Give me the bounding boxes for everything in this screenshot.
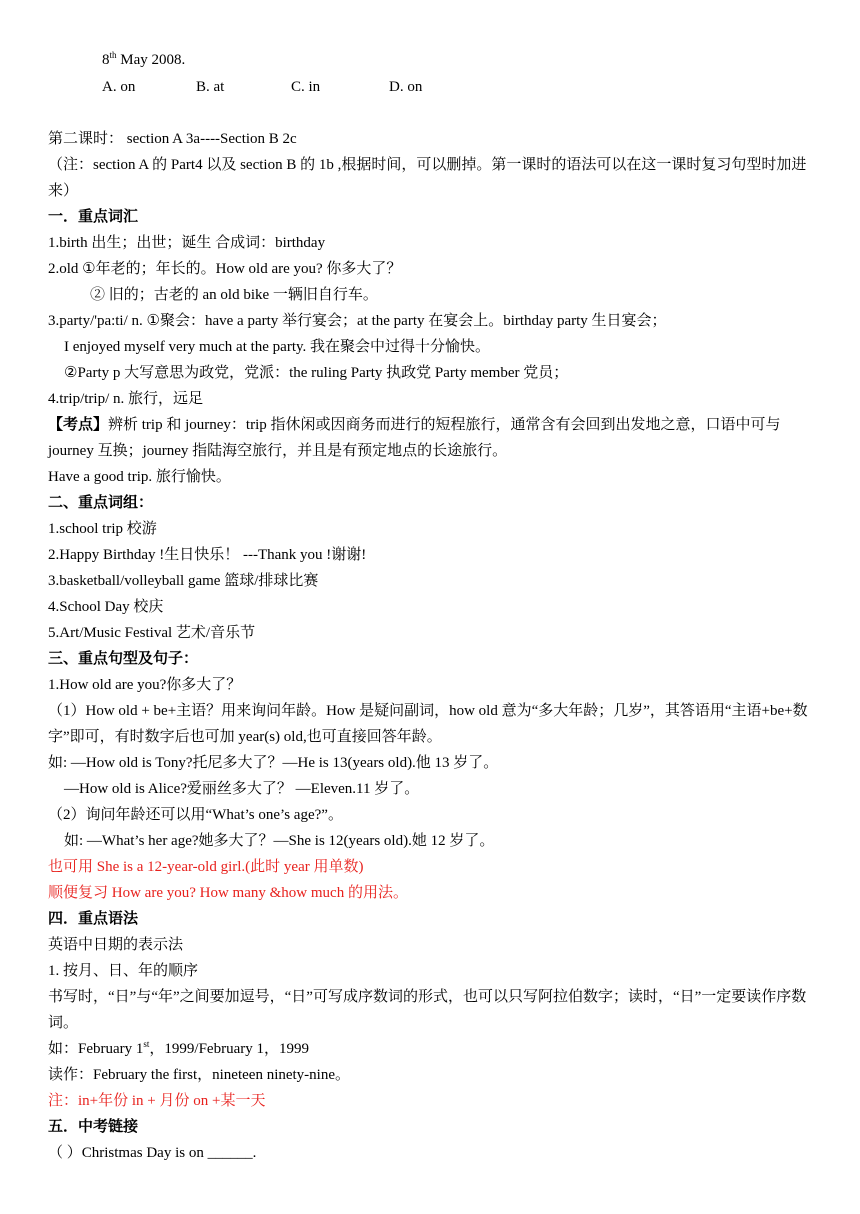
option-b: B. at bbox=[196, 79, 225, 95]
sentence-red-1: 也可用 She is a 12-year-old girl.(此时 year 用单数) bbox=[48, 859, 364, 875]
vocab-line-5: I enjoyed myself very much at the party. 我在聚会中过得十分愉快。 bbox=[64, 339, 491, 355]
exam-question: （ ）Christmas Day is on ______. bbox=[48, 1145, 257, 1161]
sentence-red-2: 顺便复习 How are you? How many &how much 的用法。 bbox=[48, 885, 408, 901]
grammar-intro: 英语中日期的表示法 bbox=[48, 937, 184, 953]
grammar-desc: 书写时，“日”与“年”之间要加逗号，“日”可写成序数词的形式，也可以只写阿拉伯数字；读时，“日”一定要读作序数词。 bbox=[48, 989, 807, 1031]
exam-heading: 五．中考链接 bbox=[48, 1119, 139, 1135]
phrases-heading: 二、重点词组： bbox=[48, 495, 154, 511]
phrase-item: 4.School Day 校庆 bbox=[48, 599, 164, 615]
phrase-item: 1.school trip 校游 bbox=[48, 521, 157, 537]
phrase-item: 2.Happy Birthday !生日快乐！ ---Thank you !谢谢! bbox=[48, 547, 367, 563]
phrase-item: 3.basketball/volleyball game 篮球/排球比赛 bbox=[48, 573, 319, 589]
grammar-example bbox=[48, 1036, 820, 1062]
vocab-line-7: 4.trip/trip/ n. 旅行，远足 bbox=[48, 391, 203, 407]
vocab-line-6: ②Party p 大写意思为政党，党派：the ruling Party 执政党 Party member 党员； bbox=[64, 365, 569, 381]
sentence-line-5: （2）询问年龄还可以用“What’s one’s age?”。 bbox=[48, 807, 343, 823]
kaodian-text: 辨析 trip 和 journey：trip 指休闲或因商务而进行的短程旅行，通常含有会回到出发地之意，口语中可与 journey 互换；journey 指陆海空旅行，并且是有预定地点的长途旅行。 bbox=[48, 417, 781, 459]
sentences-heading: 三、重点句型及句子： bbox=[48, 651, 199, 667]
date-line bbox=[102, 47, 820, 73]
kaodian-label: 【考点】 bbox=[48, 417, 109, 433]
option-c: C. in bbox=[291, 79, 321, 95]
sentence-line-2: （1）How old + be+主语？用来询问年龄。How 是疑问副词，how old 意为“多大年龄；几岁”，其答语用“主语+be+数字”即可，有时数字后也可加 year(s) old,也可直接回答年龄。 bbox=[48, 703, 808, 745]
grammar-example-a: 如：February 1 bbox=[48, 1041, 144, 1057]
vocab-line-3: ② 旧的；古老的 an old bike 一辆旧自行车。 bbox=[90, 287, 378, 303]
lesson-note: （注：section A 的 Part4 以及 section B 的 1b ,根据时间，可以删掉。第一课时的语法可以在这一课时复习句型时加进来） bbox=[48, 157, 807, 199]
option-a: A. on bbox=[102, 79, 136, 95]
date-rest: May 2008. bbox=[116, 52, 186, 68]
grammar-example-sup: st bbox=[143, 1039, 150, 1049]
sentence-line-3: 如: —How old is Tony?托尼多大了？—He is 13(years old).他 13 岁了。 bbox=[48, 755, 499, 771]
sentence-line-1: 1.How old are you?你多大了？ bbox=[48, 677, 242, 693]
vocab-heading: 一．重点词汇 bbox=[48, 209, 139, 225]
kaodian-paragraph bbox=[48, 412, 820, 464]
options-line bbox=[102, 74, 820, 100]
vocab-line-1: 1.birth 出生；出世；诞生 合成词：birthday bbox=[48, 235, 326, 251]
sentence-line-4: —How old is Alice?爱丽丝多大了？ —Eleven.11 岁了。 bbox=[64, 781, 420, 797]
phrase-item: 5.Art/Music Festival 艺术/音乐节 bbox=[48, 625, 256, 641]
grammar-note: 注：in+年份 in + 月份 on +某一天 bbox=[48, 1093, 266, 1109]
option-d: D. on bbox=[389, 79, 423, 95]
vocab-line-4: 3.party/'pa:ti/ n. ①聚会：have a party 举行宴会；at the party 在宴会上。birthday party 生日宴会； bbox=[48, 313, 667, 329]
lesson-title: 第二课时： section A 3a----Section B 2c bbox=[48, 131, 297, 147]
date-sup: th bbox=[109, 50, 117, 60]
grammar-heading: 四．重点语法 bbox=[48, 911, 139, 927]
grammar-rule: 1. 按月、日、年的顺序 bbox=[48, 963, 199, 979]
vocab-line-2: 2.old ①年老的；年长的。How old are you? 你多大了？ bbox=[48, 261, 402, 277]
date-day: 8 bbox=[102, 52, 110, 68]
sentence-line-6: 如: —What’s her age?她多大了？—She is 12(years old).她 12 岁了。 bbox=[64, 833, 495, 849]
grammar-read: 读作：February the first，nineteen ninety-nine。 bbox=[48, 1067, 351, 1083]
vocab-example: Have a good trip. 旅行愉快。 bbox=[48, 469, 231, 485]
grammar-example-b: ，1999/February 1，1999 bbox=[149, 1041, 309, 1057]
